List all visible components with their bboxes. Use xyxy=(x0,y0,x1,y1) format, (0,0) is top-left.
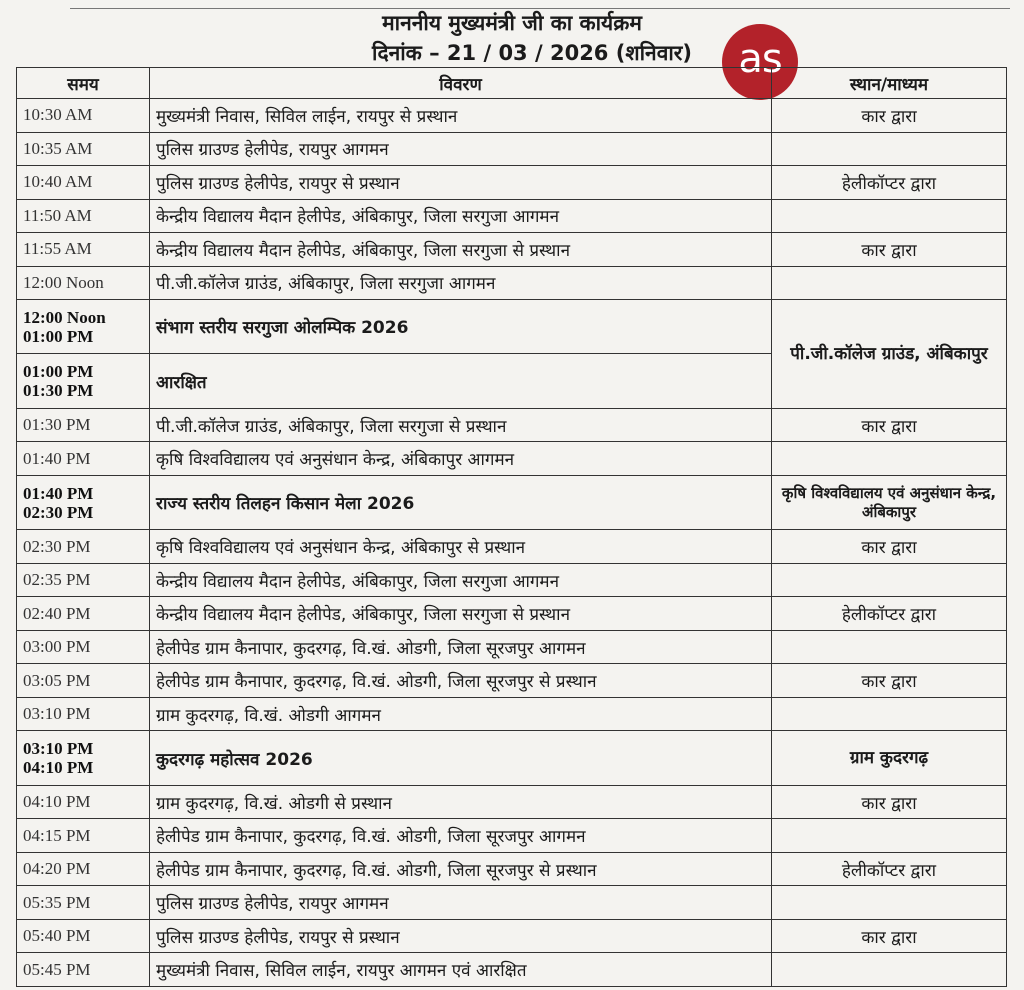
table-row xyxy=(17,953,1007,987)
place-cell: ग्राम कुदरगढ़ xyxy=(772,731,1007,785)
details-cell: केन्द्रीय विद्यालय मैदान हेलीपेड, अंबिकापुर, जिला सरगुजा से प्रस्थान xyxy=(150,597,772,631)
details-cell: केन्द्रीय विद्यालय मैदान हेलीपेड, अंबिकापुर, जिला सरगुजा से प्रस्थान xyxy=(150,233,772,267)
schedule-table xyxy=(16,67,1007,987)
table-row xyxy=(17,408,1007,442)
details-cell: कृषि विश्वविद्यालय एवं अनुसंधान केन्द्र, अंबिकापुर से प्रस्थान xyxy=(150,530,772,564)
header-details: विवरण xyxy=(150,68,772,99)
time-cell: 11:55 AM xyxy=(17,233,150,267)
place-cell xyxy=(772,266,1007,300)
time-cell: 03:10 PM xyxy=(17,697,150,731)
details-cell: पी.जी.कॉलेज ग्राउंड, अंबिकापुर, जिला सरगुजा आगमन xyxy=(150,266,772,300)
table-row xyxy=(17,530,1007,564)
table-row xyxy=(17,886,1007,920)
details-cell: आरक्षित xyxy=(150,354,772,408)
time-cell: 10:30 AM xyxy=(17,99,150,133)
details-cell: हेलीपेड ग्राम कैनापार, कुदरगढ़, वि.खं. ओडगी, जिला सूरजपुर से प्रस्थान xyxy=(150,664,772,698)
time-from: 03:10 PM xyxy=(23,739,94,759)
place-cell xyxy=(772,442,1007,476)
place-cell: पी.जी.कॉलेज ग्राउंड, अंबिकापुर xyxy=(772,300,1007,409)
place-cell: हेलीकॉप्टर द्वारा xyxy=(772,597,1007,631)
table-row xyxy=(17,266,1007,300)
place-cell xyxy=(772,819,1007,853)
time-cell: 03:05 PM xyxy=(17,664,150,698)
details-cell: पुलिस ग्राउण्ड हेलीपेड, रायपुर आगमन xyxy=(150,132,772,166)
details-cell: ग्राम कुदरगढ़, वि.खं. ओडगी से प्रस्थान xyxy=(150,785,772,819)
time-cell: 12:00 Noon xyxy=(17,266,150,300)
details-cell: पी.जी.कॉलेज ग्राउंड, अंबिकापुर, जिला सरगुजा से प्रस्थान xyxy=(150,408,772,442)
table-row xyxy=(17,819,1007,853)
place-cell: कार द्वारा xyxy=(772,919,1007,953)
title-line: माननीय मुख्यमंत्री जी का कार्यक्रम xyxy=(382,11,642,35)
details-cell: हेलीपेड ग्राम कैनापार, कुदरगढ़, वि.खं. ओडगी, जिला सूरजपुर से प्रस्थान xyxy=(150,852,772,886)
time-range-cell xyxy=(17,731,150,785)
time-to: 02:30 PM xyxy=(23,502,94,522)
place-cell: कार द्वारा xyxy=(772,408,1007,442)
time-range-cell xyxy=(17,300,150,354)
table-row xyxy=(17,664,1007,698)
time-cell: 04:20 PM xyxy=(17,852,150,886)
time-cell: 02:40 PM xyxy=(17,597,150,631)
place-cell xyxy=(772,630,1007,664)
time-from: 01:00 PM xyxy=(23,362,94,382)
table-row xyxy=(17,475,1007,529)
table-row xyxy=(17,132,1007,166)
table-row xyxy=(17,630,1007,664)
time-cell: 05:40 PM xyxy=(17,919,150,953)
details-cell: कृषि विश्वविद्यालय एवं अनुसंधान केन्द्र, अंबिकापुर आगमन xyxy=(150,442,772,476)
table-row xyxy=(17,731,1007,785)
place-cell: कृषि विश्वविद्यालय एवं अनुसंधान केन्द्र, अंबिकापुर xyxy=(772,475,1007,529)
time-cell: 01:40 PM xyxy=(17,442,150,476)
time-cell: 05:45 PM xyxy=(17,953,150,987)
table-row xyxy=(17,99,1007,133)
details-cell: पुलिस ग्राउण्ड हेलीपेड, रायपुर आगमन xyxy=(150,886,772,920)
header-time: समय xyxy=(17,68,150,99)
place-cell: कार द्वारा xyxy=(772,233,1007,267)
time-cell: 05:35 PM xyxy=(17,886,150,920)
time-to: 01:00 PM xyxy=(23,326,94,346)
place-cell xyxy=(772,132,1007,166)
place-cell xyxy=(772,563,1007,597)
place-cell: हेलीकॉप्टर द्वारा xyxy=(772,166,1007,200)
details-cell: हेलीपेड ग्राम कैनापार, कुदरगढ़, वि.खं. ओडगी, जिला सूरजपुर आगमन xyxy=(150,819,772,853)
table-row xyxy=(17,697,1007,731)
table-row xyxy=(17,166,1007,200)
table-row xyxy=(17,300,1007,354)
details-cell: केन्द्रीय विद्यालय मैदान हेलीपेड, अंबिकापुर, जिला सरगुजा आगमन xyxy=(150,563,772,597)
details-cell: कुदरगढ़ महोत्सव 2026 xyxy=(150,731,772,785)
time-cell: 10:40 AM xyxy=(17,166,150,200)
time-to: 01:30 PM xyxy=(23,381,94,401)
place-cell: कार द्वारा xyxy=(772,530,1007,564)
table-row xyxy=(17,442,1007,476)
table-row xyxy=(17,919,1007,953)
place-cell xyxy=(772,886,1007,920)
details-cell: मुख्यमंत्री निवास, सिविल लाईन, रायपुर आगमन एवं आरक्षित xyxy=(150,953,772,987)
watermark-logo: as xyxy=(722,24,798,100)
time-cell: 11:50 AM xyxy=(17,199,150,233)
document-title xyxy=(0,8,1024,68)
time-cell: 02:35 PM xyxy=(17,563,150,597)
place-cell xyxy=(772,697,1007,731)
table-row xyxy=(17,233,1007,267)
time-cell: 04:10 PM xyxy=(17,785,150,819)
time-range-cell xyxy=(17,475,150,529)
time-to: 04:10 PM xyxy=(23,758,94,778)
time-from: 12:00 Noon xyxy=(23,307,106,327)
table-row xyxy=(17,199,1007,233)
place-cell: हेलीकॉप्टर द्वारा xyxy=(772,852,1007,886)
header-place: स्थान/माध्यम xyxy=(772,68,1007,99)
details-cell: ग्राम कुदरगढ़, वि.खं. ओडगी आगमन xyxy=(150,697,772,731)
place-cell: कार द्वारा xyxy=(772,664,1007,698)
place-cell: कार द्वारा xyxy=(772,99,1007,133)
place-cell: कार द्वारा xyxy=(772,785,1007,819)
details-cell: राज्य स्तरीय तिलहन किसान मेला 2026 xyxy=(150,475,772,529)
table-row xyxy=(17,785,1007,819)
table-row xyxy=(17,852,1007,886)
time-from: 01:40 PM xyxy=(23,483,94,503)
time-cell: 03:00 PM xyxy=(17,630,150,664)
time-cell: 04:15 PM xyxy=(17,819,150,853)
date-line: दिनांक – 21 / 03 / 2026 (शनिवार) xyxy=(372,41,692,65)
place-cell xyxy=(772,953,1007,987)
place-cell xyxy=(772,199,1007,233)
table-header-row xyxy=(17,68,1007,99)
details-cell: पुलिस ग्राउण्ड हेलीपेड, रायपुर से प्रस्थान xyxy=(150,166,772,200)
details-cell: हेलीपेड ग्राम कैनापार, कुदरगढ़, वि.खं. ओडगी, जिला सूरजपुर आगमन xyxy=(150,630,772,664)
details-cell: संभाग स्तरीय सरगुजा ओलम्पिक 2026 xyxy=(150,300,772,354)
time-cell: 02:30 PM xyxy=(17,530,150,564)
time-range-cell xyxy=(17,354,150,408)
time-cell: 01:30 PM xyxy=(17,408,150,442)
time-cell: 10:35 AM xyxy=(17,132,150,166)
table-row xyxy=(17,563,1007,597)
details-cell: मुख्यमंत्री निवास, सिविल लाईन, रायपुर से प्रस्थान xyxy=(150,99,772,133)
details-cell: केन्द्रीय विद्यालय मैदान हेलीपेड, अंबिकापुर, जिला सरगुजा आगमन xyxy=(150,199,772,233)
table-row xyxy=(17,597,1007,631)
details-cell: पुलिस ग्राउण्ड हेलीपेड, रायपुर से प्रस्थान xyxy=(150,919,772,953)
